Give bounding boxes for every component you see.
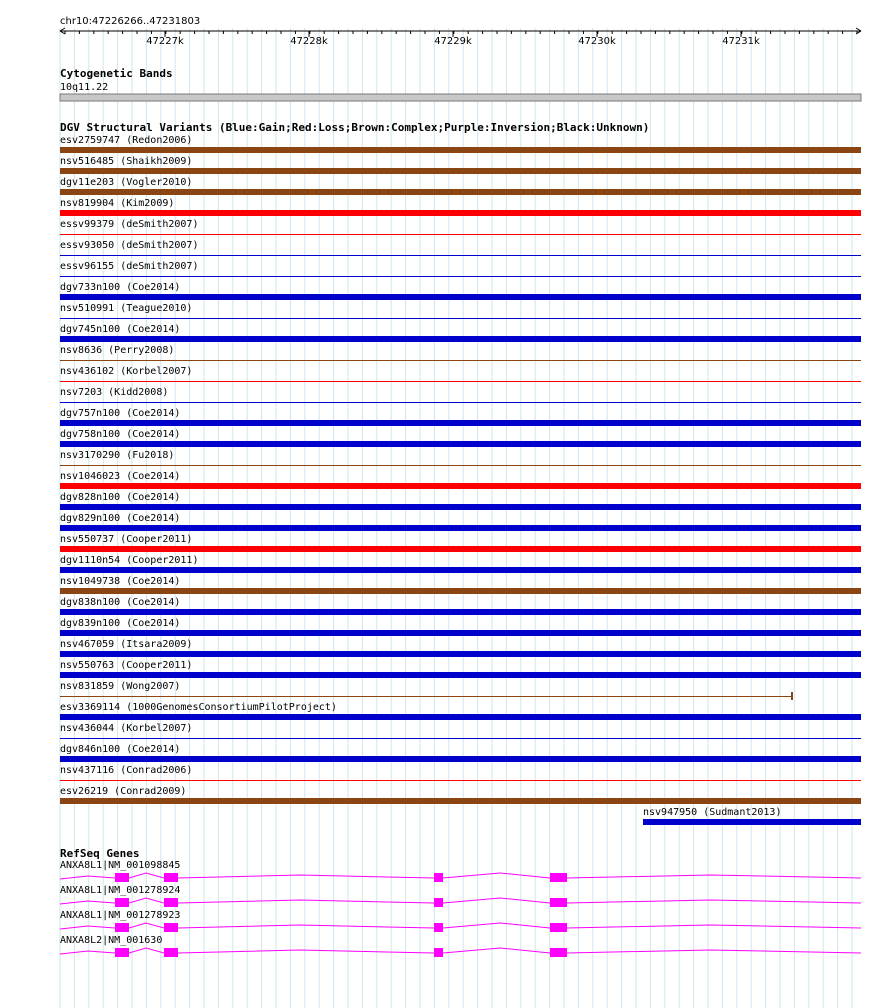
dgv-variant-label: nsv436102 (Korbel2007) (60, 366, 193, 377)
dgv-variant-bar[interactable] (60, 672, 861, 678)
dgv-variant-bar[interactable] (60, 483, 861, 489)
refseq-title[interactable]: RefSeq Genes (60, 847, 140, 860)
dgv-variant-bar[interactable] (60, 441, 861, 447)
dgv-variant-label: dgv733n100 (Coe2014) (60, 282, 181, 293)
refseq-exon[interactable] (164, 898, 178, 907)
dgv-variant-bar[interactable] (60, 318, 861, 319)
dgv-variant[interactable] (60, 681, 792, 700)
dgv-variant-label: dgv1110n54 (Cooper2011) (60, 555, 199, 566)
dgv-variant[interactable] (60, 702, 861, 720)
cytoband-label: 10q11.22 (60, 82, 109, 93)
dgv-variant-label: esv26219 (Conrad2009) (60, 786, 187, 797)
dgv-variant[interactable] (60, 576, 861, 594)
dgv-title[interactable]: DGV Structural Variants (Blue:Gain;Red:Loss;Brown:Complex;Purple:Inversion;Black:Unknown) (60, 121, 650, 134)
dgv-variant-bar[interactable] (60, 546, 861, 552)
dgv-variant-label: esv3369114 (1000GenomesConsortiumPilotProject) (60, 702, 337, 713)
dgv-variant-bar[interactable] (60, 525, 861, 531)
dgv-variant[interactable] (60, 303, 861, 319)
dgv-variant-list (60, 135, 861, 825)
dgv-variant-bar[interactable] (60, 420, 861, 426)
dgv-variant[interactable] (60, 660, 861, 678)
dgv-variant-label: nsv1049738 (Coe2014) (60, 576, 181, 587)
dgv-variant-bar[interactable] (60, 402, 861, 403)
refseq-exon[interactable] (115, 873, 129, 882)
refseq-intron-line (60, 873, 861, 879)
dgv-variant-bar[interactable] (60, 696, 792, 697)
dgv-variant[interactable] (60, 177, 861, 195)
dgv-variant-bar[interactable] (60, 630, 861, 636)
dgv-variant[interactable] (60, 744, 861, 762)
refseq-exon[interactable] (434, 948, 443, 957)
refseq-track (60, 847, 861, 957)
refseq-exon[interactable] (434, 898, 443, 907)
dgv-variant[interactable] (60, 723, 861, 739)
dgv-variant-bar[interactable] (60, 210, 861, 216)
refseq-transcript-label: ANXA8L2|NM_001630 (60, 935, 163, 946)
ruler-tick-label: 47230k (578, 36, 616, 47)
cytoband-bar[interactable] (60, 94, 861, 101)
dgv-variant-label: dgv828n100 (Coe2014) (60, 492, 181, 503)
refseq-exon[interactable] (550, 898, 567, 907)
dgv-variant-bar[interactable] (60, 294, 861, 300)
dgv-variant-bar[interactable] (60, 381, 861, 382)
dgv-variant-label: nsv437116 (Conrad2006) (60, 765, 193, 776)
dgv-variant-bar[interactable] (643, 819, 861, 825)
dgv-variant-bar[interactable] (60, 465, 861, 466)
dgv-variant[interactable] (60, 429, 861, 447)
dgv-variant[interactable] (60, 135, 861, 153)
dgv-variant-label: nsv831859 (Wong2007) (60, 681, 181, 692)
ruler-tick-label: 47227k (146, 36, 184, 47)
cytoband-title[interactable]: Cytogenetic Bands (60, 67, 173, 80)
dgv-variant-label: nsv467059 (Itsara2009) (60, 639, 193, 650)
cytoband-track (60, 67, 861, 101)
dgv-variant-bar[interactable] (60, 504, 861, 510)
dgv-variant-label: dgv846n100 (Coe2014) (60, 744, 181, 755)
dgv-variant-bar[interactable] (60, 189, 861, 195)
dgv-variant-bar[interactable] (60, 651, 861, 657)
dgv-variant-label: nsv436044 (Korbel2007) (60, 723, 193, 734)
dgv-variant[interactable] (60, 786, 861, 804)
dgv-variant-bar[interactable] (60, 780, 861, 781)
dgv-variant[interactable] (643, 807, 861, 825)
refseq-exon[interactable] (434, 873, 443, 882)
dgv-variant[interactable] (60, 282, 861, 300)
dgv-variant-label: essv93050 (deSmith2007) (60, 240, 199, 251)
dgv-variant-label: essv99379 (deSmith2007) (60, 219, 199, 230)
dgv-variant-bar[interactable] (60, 798, 861, 804)
dgv-variant[interactable] (60, 765, 861, 781)
dgv-variant[interactable] (60, 387, 861, 403)
dgv-variant[interactable] (60, 450, 861, 466)
dgv-variant-bar[interactable] (60, 588, 861, 594)
dgv-variant-bar[interactable] (60, 168, 861, 174)
dgv-variant-bar[interactable] (60, 738, 861, 739)
dgv-variant-bar[interactable] (60, 756, 861, 762)
dgv-variant-label: nsv510991 (Teague2010) (60, 303, 193, 314)
dgv-variant[interactable] (60, 261, 861, 277)
refseq-transcript[interactable] (60, 885, 861, 907)
dgv-variant-bar[interactable] (60, 276, 861, 277)
refseq-transcript-label: ANXA8L1|NM_001278923 (60, 910, 181, 921)
dgv-variant-bar[interactable] (60, 336, 861, 342)
dgv-variant-label: nsv3170290 (Fu2018) (60, 450, 175, 461)
dgv-variant-label: nsv1046023 (Coe2014) (60, 471, 181, 482)
dgv-variant-bar[interactable] (60, 147, 861, 153)
refseq-exon[interactable] (115, 923, 129, 932)
ruler-location: chr10:47226266..47231803 (60, 16, 201, 27)
dgv-variant[interactable] (60, 492, 861, 510)
refseq-transcript[interactable] (60, 860, 861, 882)
refseq-transcript-label: ANXA8L1|NM_001098845 (60, 860, 181, 871)
ruler-tick-label: 47228k (290, 36, 328, 47)
refseq-transcript[interactable] (60, 910, 861, 932)
refseq-exon[interactable] (550, 873, 567, 882)
refseq-intron-line (60, 898, 861, 904)
dgv-variant[interactable] (60, 366, 861, 382)
dgv-variant-label: dgv745n100 (Coe2014) (60, 324, 181, 335)
dgv-variant-label: nsv550763 (Cooper2011) (60, 660, 193, 671)
dgv-variant[interactable] (60, 618, 861, 636)
dgv-variant-label: nsv947950 (Sudmant2013) (643, 807, 782, 818)
refseq-exon[interactable] (164, 948, 178, 957)
dgv-variant-label: nsv7203 (Kidd2008) (60, 387, 169, 398)
refseq-transcript-label: ANXA8L1|NM_001278924 (60, 885, 181, 896)
dgv-variant-label: esv2759747 (Redon2006) (60, 135, 193, 146)
dgv-variant[interactable] (60, 513, 861, 531)
ruler (60, 16, 861, 47)
refseq-exon[interactable] (164, 923, 178, 932)
dgv-variant[interactable] (60, 555, 861, 573)
refseq-intron-line (60, 948, 861, 954)
refseq-exon[interactable] (115, 898, 129, 907)
dgv-variant[interactable] (60, 240, 861, 256)
dgv-track (60, 121, 861, 825)
dgv-variant-label: nsv8636 (Perry2008) (60, 345, 175, 356)
dgv-variant-label: essv96155 (deSmith2007) (60, 261, 199, 272)
dgv-variant[interactable] (60, 471, 861, 489)
dgv-variant-label: nsv550737 (Cooper2011) (60, 534, 193, 545)
dgv-variant[interactable] (60, 639, 861, 657)
refseq-exon[interactable] (115, 948, 129, 957)
refseq-transcript-list (60, 860, 861, 957)
dgv-variant-label: nsv516485 (Shaikh2009) (60, 156, 193, 167)
refseq-exon[interactable] (550, 923, 567, 932)
dgv-variant[interactable] (60, 345, 861, 361)
dgv-variant-label: dgv838n100 (Coe2014) (60, 597, 181, 608)
dgv-variant-bar[interactable] (60, 234, 861, 235)
dgv-variant[interactable] (60, 408, 861, 426)
dgv-variant-label: dgv758n100 (Coe2014) (60, 429, 181, 440)
dgv-variant-label: dgv829n100 (Coe2014) (60, 513, 181, 524)
dgv-variant[interactable] (60, 219, 861, 235)
ruler-tick-label: 47231k (722, 36, 760, 47)
dgv-variant-label: dgv757n100 (Coe2014) (60, 408, 181, 419)
refseq-exon[interactable] (434, 923, 443, 932)
dgv-variant-bar[interactable] (60, 609, 861, 615)
refseq-intron-line (60, 923, 861, 929)
dgv-variant-label: nsv819904 (Kim2009) (60, 198, 175, 209)
dgv-variant-bar[interactable] (60, 567, 861, 573)
dgv-variant-bar[interactable] (60, 255, 861, 256)
dgv-variant-label: dgv839n100 (Coe2014) (60, 618, 181, 629)
refseq-transcript[interactable] (60, 935, 861, 957)
refseq-exon[interactable] (550, 948, 567, 957)
refseq-exon[interactable] (164, 873, 178, 882)
dgv-variant-bar[interactable] (60, 360, 861, 361)
ruler-tick-label: 47229k (434, 36, 472, 47)
dgv-variant-label: dgv11e203 (Vogler2010) (60, 177, 193, 188)
dgv-variant[interactable] (60, 156, 861, 174)
dgv-variant[interactable] (60, 597, 861, 615)
dgv-variant[interactable] (60, 198, 861, 216)
dgv-variant[interactable] (60, 534, 861, 552)
dgv-variant-bar[interactable] (60, 714, 861, 720)
dgv-variant[interactable] (60, 324, 861, 342)
